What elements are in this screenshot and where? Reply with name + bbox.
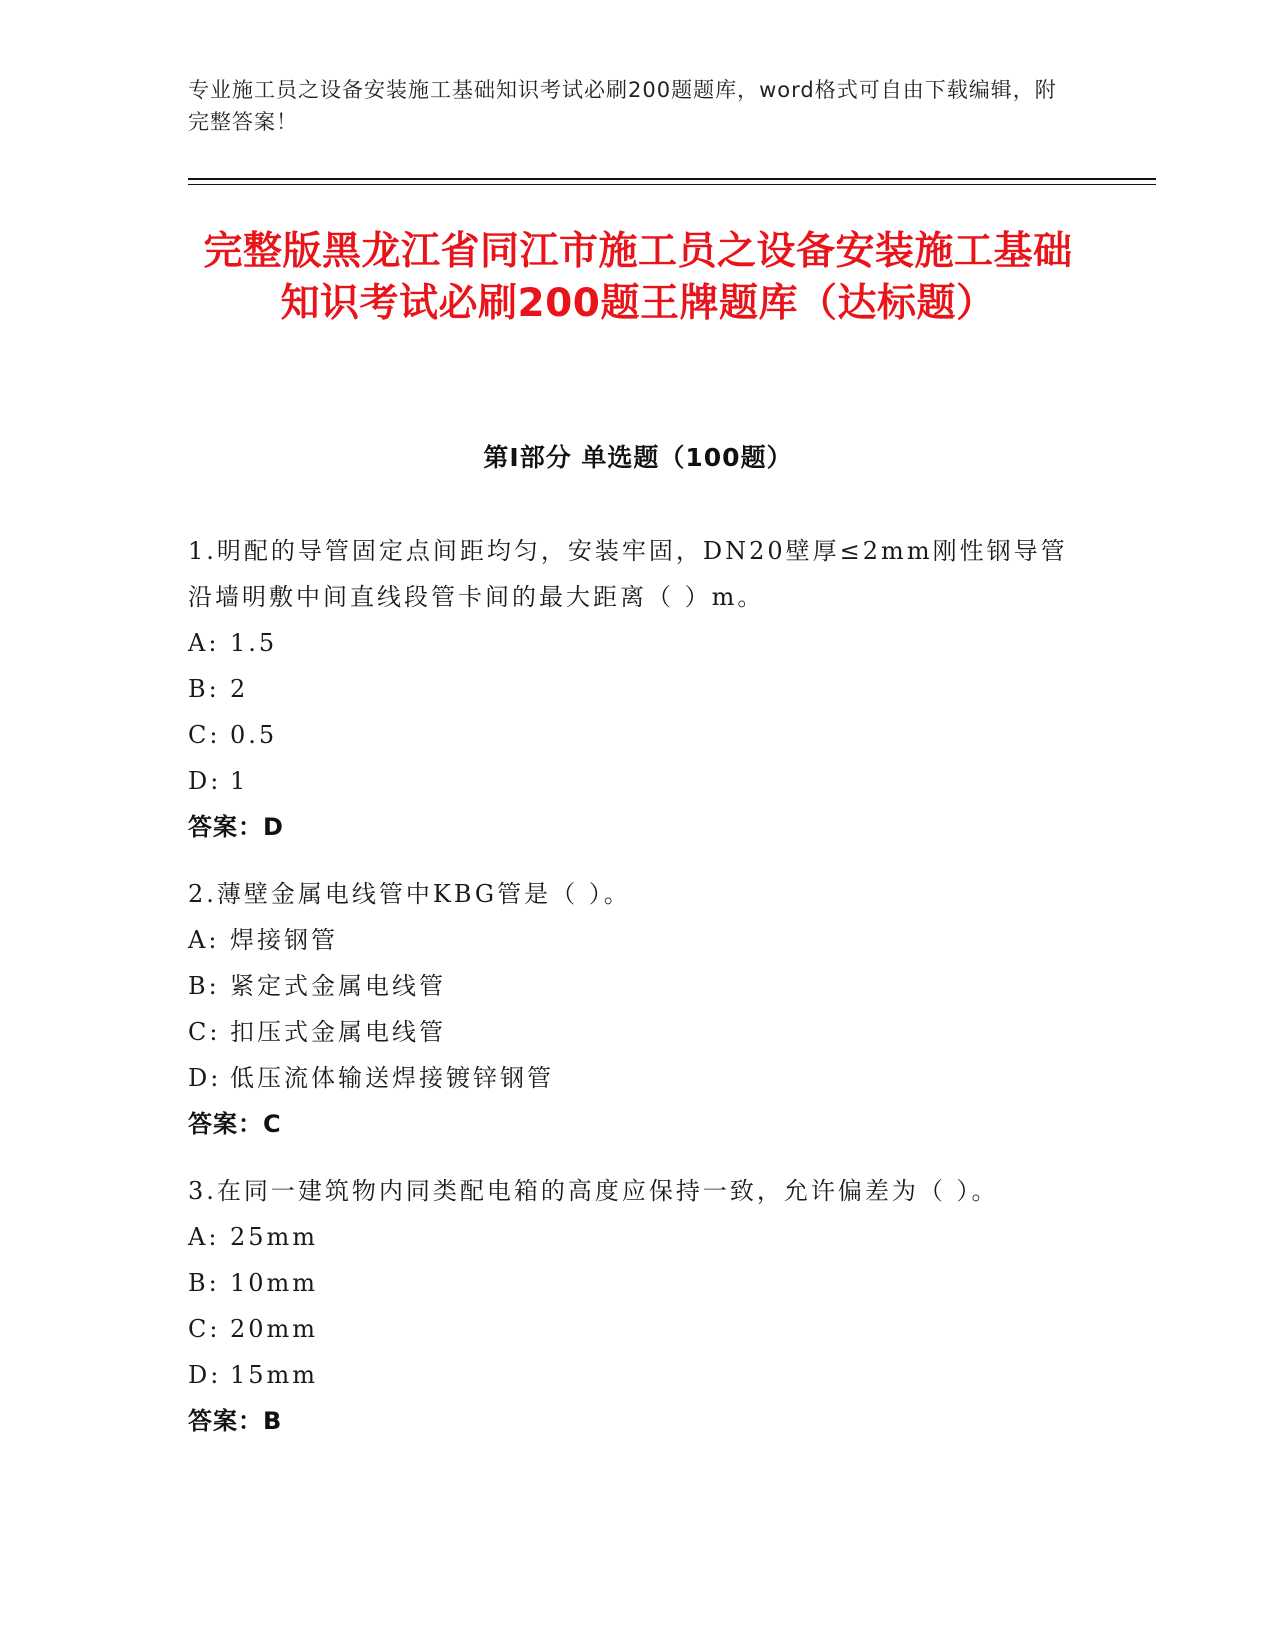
question-2 xyxy=(188,871,1088,1147)
option-d xyxy=(188,1352,1088,1398)
option-text: 25mm xyxy=(230,1223,319,1251)
option-text: 2 xyxy=(230,675,249,703)
section-heading: 第Ⅰ部分 单选题（100题） xyxy=(483,443,793,472)
option-d xyxy=(188,758,1088,804)
option-d xyxy=(188,1055,1088,1101)
question-stem: 1.明配的导管固定点间距均匀，安装牢固，DN20壁厚≤2mm刚性钢导管沿墙明敷中间直线段管卡间的最大距离（ ）m。 xyxy=(188,537,1068,611)
answer-line: 答案：D xyxy=(188,813,284,841)
option-c xyxy=(188,1306,1088,1352)
answer-line: 答案：B xyxy=(188,1407,283,1435)
question-1 xyxy=(188,528,1088,850)
option-b xyxy=(188,1260,1088,1306)
document-title: 完整版黑龙江省同江市施工员之设备安装施工基础知识考试必刷200题王牌题库（达标题） xyxy=(203,229,1073,326)
option-letter: B: xyxy=(188,1269,220,1297)
option-letter: D: xyxy=(188,1361,222,1389)
option-letter: B: xyxy=(188,675,220,703)
question-3 xyxy=(188,1168,1088,1444)
option-text: 低压流体输送焊接镀锌钢管 xyxy=(230,1064,554,1092)
option-text: 1 xyxy=(230,767,249,795)
option-b xyxy=(188,666,1088,712)
option-text: 10mm xyxy=(230,1269,319,1297)
option-c xyxy=(188,1009,1088,1055)
question-list xyxy=(188,528,1088,1465)
option-a xyxy=(188,620,1088,666)
option-letter: A: xyxy=(188,926,220,954)
option-a xyxy=(188,1214,1088,1260)
option-text: 1.5 xyxy=(230,629,278,657)
header-note: 专业施工员之设备安装施工基础知识考试必刷200题题库，word格式可自由下载编辑，附完整答案！ xyxy=(188,78,1057,134)
option-letter: C: xyxy=(188,1315,221,1343)
option-letter: C: xyxy=(188,1018,221,1046)
option-text: 扣压式金属电线管 xyxy=(230,1018,446,1046)
option-text: 紧定式金属电线管 xyxy=(230,972,446,1000)
option-text: 15mm xyxy=(230,1361,319,1389)
option-b xyxy=(188,963,1088,1009)
option-letter: C: xyxy=(188,721,221,749)
option-c xyxy=(188,712,1088,758)
option-text: 20mm xyxy=(230,1315,319,1343)
option-letter: A: xyxy=(188,629,220,657)
option-text: 焊接钢管 xyxy=(230,926,338,954)
option-letter: D: xyxy=(188,767,222,795)
option-letter: B: xyxy=(188,972,220,1000)
question-stem: 2.薄壁金属电线管中KBG管是（ ）。 xyxy=(188,880,631,908)
option-a xyxy=(188,917,1088,963)
question-stem: 3.在同一建筑物内同类配电箱的高度应保持一致，允许偏差为（ ）。 xyxy=(188,1177,999,1205)
header-rule-thin xyxy=(188,184,1156,185)
option-letter: A: xyxy=(188,1223,220,1251)
option-text: 0.5 xyxy=(230,721,278,749)
header-rule-thick xyxy=(188,178,1156,180)
answer-line: 答案：C xyxy=(188,1110,282,1138)
option-letter: D: xyxy=(188,1064,222,1092)
